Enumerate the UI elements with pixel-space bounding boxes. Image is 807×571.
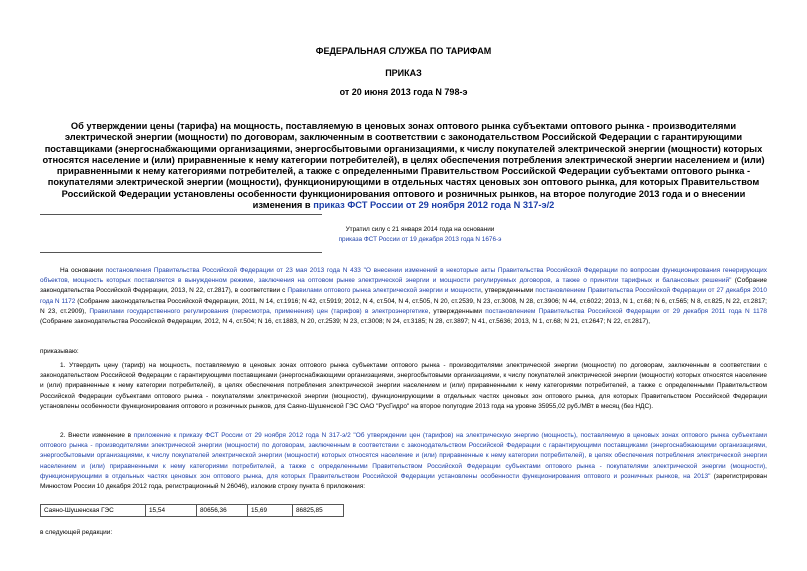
table-cell: 15,69 [248,505,293,517]
preamble-text-4: (Собрание законодательства Российской Федерации, 2011, N 14, ст.1916; N 42, ст.5919; 2012, N 4, ст.504, N 4, ст.505, N 20, ст.2539, N 23, ст.3008, N 28, ст.3906; N 44, ст.6022; 2013, N 1, ст.68; N 6, ст.565; N 8, ст.825, N 22, ст.2817; N 23, ст.2909), [40,297,767,315]
preamble-text-1: На основании [60,267,106,274]
preamble-text-3: , утвержденными [480,287,536,295]
title-amendment-link[interactable]: приказ ФСТ России от 29 ноября 2012 года N 317-э/2 [313,200,555,211]
table-cell: 15,54 [146,505,197,517]
item-2-text-1: 2. Внести изменение в [60,432,134,439]
preamble-text-5: , утвержденными [428,307,486,315]
title-text: Об утверждении цены (тарифа) на мощность, поставляемую в ценовых зонах оптового рынка субъектами оптового рынка - производителями электрической энергии (мощности) по договорам, заключенным в соответствии с законодательством Российской Федерации с гарантирующими поставщиками (энергоснабжающими организациями, энергосбытовыми организациями, к числу покупателей электрической энергии (мощности) которых относятся население и (или) приравненные к нему категории потребителей), в целях обеспечения потребления электрической энергии населением и (или) приравненными к нему категориями потребителей, а также с определенными Правительством Российской Федерации субъектами оптового рынка - покупателями электрической энергии (мощности), функционирующими в отдельных частях ценовых зон оптового рынка, для которых Правительством Российской Федерации установлены особенности функционирования оптового и розничных рынков, на второе полугодие 2013 года и о внесении изменения в [42,121,765,211]
preamble-text-6: (Собрание законодательства Российской Федерации, 2012, N 4, ст.504; N 16, ст.1883, N 20, ст.2539; N 23, ст.3008; N 24, ст.3185; N 28, ст.3897; N 41, ст.5636; 2013, N 1, ст.68; N 21, ст.2647; N 22, ст.2817), [40,318,651,326]
preamble-link-3[interactable]: постановлением Правительства Российской Федерации от 27 декабря 2010 года N 1172 [40,287,767,305]
table-row [41,505,344,517]
divider-top [40,214,322,215]
item-2-paragraph [40,431,767,492]
orders-line: приказываю: [40,348,79,355]
table-cell: 86825,85 [293,505,344,517]
item-2-text-2: (зарегистрирован Минюстом России 10 декабря 2012 года, регистрационный N 26046), изложив строку пункта 6 приложения: [40,472,767,491]
doc-type-heading: ПРИКАЗ [385,68,422,78]
preamble-link-1[interactable]: постановления Правительства Российской Федерации от 23 мая 2013 года N 433 "О внесении изменений в некоторые акты Правительства Российской Федерации по вопросам функционирования генерирующих объектов, мощность которых поставляется в вынужденном режиме, заключения на оптовом рынке электрической энергии и мощности регулируемых договоров, а также о принятии тарифных и балансовых решений" [40,267,767,285]
document-title [40,121,767,211]
footer-line: в следующей редакции: [40,529,113,536]
table-cell: 80656,36 [197,505,248,517]
doc-date-number: от 20 июня 2013 года N 798-э [339,87,468,97]
preamble-link-2[interactable]: Правилами оптового рынка электрической энергии и мощности [287,287,481,295]
tariff-table [40,504,344,517]
preamble-text-2: (Собрание законодательства Российской Федерации, 2013, N 22, ст.2817), в соответствии с [40,277,767,295]
agency-heading: ФЕДЕРАЛЬНАЯ СЛУЖБА ПО ТАРИФАМ [315,46,492,56]
repeal-note-link[interactable]: приказа ФСТ России от 19 декабря 2013 года N 1676-э [338,236,502,243]
item-1-paragraph: 1. Утвердить цену (тариф) на мощность, поставляемую в ценовых зонах оптового рынка субъектами оптового рынка - производителями электрической энергии (мощности) по договорам, заключенным в соответствии с законодательством Российской Федерации с гарантирующими поставщиками (энергоснабжающими организациями, энергосбытовыми организациями, к числу покупателей электрической энергии (мощности) которых относятся население и (или) приравненные к нему категории потребителей), в целях обеспечения потребления электрической энергии населением и (или) приравненными к нему категориями потребителей, а также с определенными Правительством Российской Федерации субъектами оптового рынка - покупателями электрической энергии (мощности), функционирующими в отдельных частях ценовых зон оптового рынка, для которых Правительством Российской Федерации установлены особенности функционирования оптового и розничных рынков, для Саяно-Шушенской ГЭС ОАО "РусГидро" на второе полугодие 2013 года на уровне 35955,02 руб./МВт в месяц (без НДС). [40,362,767,410]
repeal-note [270,225,570,245]
preamble-link-5[interactable]: постановлением Правительства Российской Федерации от 29 декабря 2011 года N 1178 [485,307,768,315]
preamble-paragraph [40,266,767,327]
preamble-link-4[interactable]: Правилами государственного регулирования (пересмотра, применения) цен (тарифов) в электроэнергетике [89,307,429,315]
repeal-note-text: Утратил силу с 21 января 2014 года на основании [345,226,495,233]
divider-bottom [40,252,322,253]
table-cell-station: Саяно-Шушенская ГЭС [41,505,146,517]
item-2-link[interactable]: приложение к приказу ФСТ России от 29 ноября 2012 года N 317-э/2 "Об утверждении цен (тарифов) на электрическую энергию (мощность), поставляемую в ценовых зонах оптового рынка субъектами оптового рынка - производителями электрической энергии (мощности) по договорам, заключенным в соответствии с законодательством Российской Федерации с гарантирующими поставщиками (энергоснабжающими организациями, энергосбытовыми организациями, к числу покупателей электрической энергии (мощности) которых относятся население и (или) приравненные к нему категории потребителей), в целях обеспечения потребления электрической энергии населением и (или) приравненными к нему категориями потребителей, а также с определенными Правительством Российской Федерации субъектами оптового рынка - покупателями электрической энергии (мощности), функционирующими в отдельных частях ценовых зон оптового рынка, для которых Правительством Российской Федерации установлены особенности функционирования оптового и розничных рынков, на 2013" [40,432,767,480]
